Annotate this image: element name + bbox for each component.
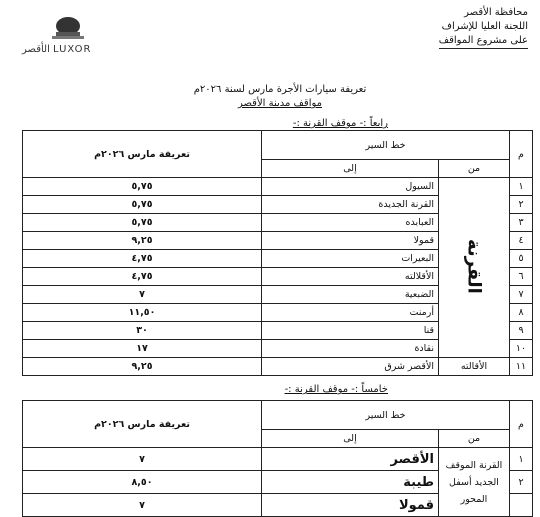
row-price: ٧ [23, 448, 262, 471]
page-subtitle: مواقف مدينة الأقصر [237, 98, 322, 109]
fare-table-qurna-new [22, 400, 533, 517]
header-price: تعريفة مارس ٢٠٢٦م [23, 401, 262, 448]
header-to: إلى [262, 160, 439, 178]
row-num: ٧ [510, 286, 533, 304]
row-num: ١ [510, 178, 533, 196]
from-group-cell [439, 178, 510, 358]
row-to: نقادة [262, 340, 439, 358]
header-from: من [439, 430, 510, 448]
row-num: ٢ [510, 196, 533, 214]
section-heading: خامساً :- موقف القرنة :- [284, 384, 388, 395]
header-route: خط السير [262, 131, 510, 160]
row-to: البعيرات [262, 250, 439, 268]
row-to: قمولا [262, 494, 439, 517]
luxor-logo [22, 12, 112, 60]
row-price: ٩,٢٥ [23, 358, 262, 376]
row-num: ٦ [510, 268, 533, 286]
table-row [23, 358, 533, 376]
row-to: السيول [262, 178, 439, 196]
row-price: ١١,٥٠ [23, 304, 262, 322]
row-price: ٩,٢٥ [23, 232, 262, 250]
from-group: القرنة [463, 238, 485, 294]
row-num: ١٠ [510, 340, 533, 358]
from-group: القرنة الموقف الجديد أسفل المحور [439, 448, 510, 517]
logo-text: الأقصر LUXOR [22, 44, 92, 55]
row-to: قمولا [262, 232, 439, 250]
row-price: ٥,٧٥ [23, 214, 262, 232]
temple-emblem-icon [50, 12, 86, 42]
row-num: ١١ [510, 358, 533, 376]
row-from: الأقالته [439, 358, 510, 376]
row-to: الأقصر شرق [262, 358, 439, 376]
row-to: القرنة الجديدة [262, 196, 439, 214]
header-price: تعريفة مارس ٢٠٢٦م [23, 131, 262, 178]
row-to: الأقصر [262, 448, 439, 471]
row-to: الأقلالته [262, 268, 439, 286]
row-num: ١ [510, 448, 533, 471]
row-num: ٥ [510, 250, 533, 268]
row-num [510, 494, 533, 517]
section-heading: رابعاً :- موقف القرنة :- [292, 118, 388, 129]
header-from: من [439, 160, 510, 178]
row-to: قنا [262, 322, 439, 340]
row-num: ٤ [510, 232, 533, 250]
org-line: محافظة الأقصر [464, 7, 528, 18]
page-title: تعريفة سيارات الأجرة مارس لسنة ٢٠٢٦م [193, 84, 367, 95]
org-line: على مشروع المواقف [439, 34, 528, 49]
row-price: ٣٠ [23, 322, 262, 340]
header-route: خط السير [262, 401, 510, 430]
row-price: ٧ [23, 286, 262, 304]
org-line: اللجنة العليا للإشراف [441, 21, 528, 32]
row-price: ١٧ [23, 340, 262, 358]
row-price: ٧ [23, 494, 262, 517]
row-to: العبابده [262, 214, 439, 232]
row-price: ٤,٧٥ [23, 268, 262, 286]
header-num: م [510, 131, 533, 178]
row-num: ٣ [510, 214, 533, 232]
fare-table-qurna [22, 130, 533, 376]
row-to: طيبة [262, 471, 439, 494]
row-price: ٤,٧٥ [23, 250, 262, 268]
organization-block [388, 6, 528, 49]
row-num: ٨ [510, 304, 533, 322]
row-price: ٨,٥٠ [23, 471, 262, 494]
header-num: م [510, 401, 533, 448]
row-num: ٢ [510, 471, 533, 494]
table-row [23, 178, 533, 196]
table-row [23, 448, 533, 471]
row-to: الضبعية [262, 286, 439, 304]
row-num: ٩ [510, 322, 533, 340]
row-price: ٥,٧٥ [23, 178, 262, 196]
header-to: إلى [262, 430, 439, 448]
row-price: ٥,٧٥ [23, 196, 262, 214]
row-to: أرمنت [262, 304, 439, 322]
